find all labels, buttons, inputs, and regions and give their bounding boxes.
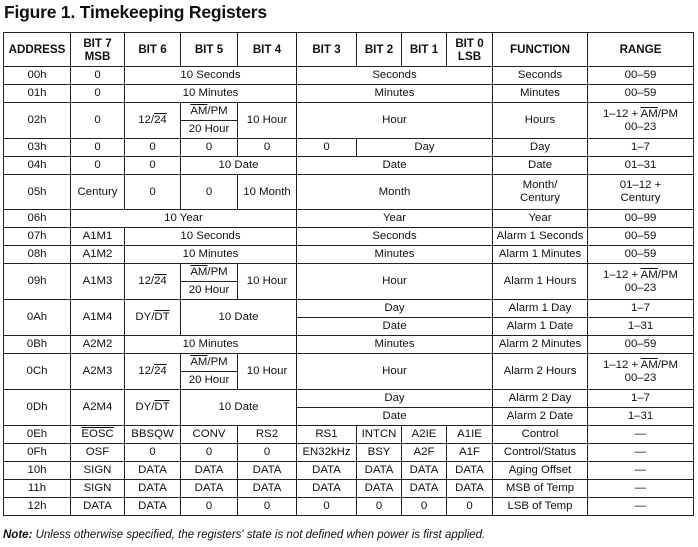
- bit7-cell: DATA: [71, 498, 125, 516]
- header-range: RANGE: [588, 33, 694, 67]
- address-cell: 11h: [4, 480, 71, 498]
- bit6-cell: DATA: [125, 480, 181, 498]
- range-cell: 1–7: [588, 139, 694, 157]
- function-cell: Alarm 1 Minutes: [493, 246, 588, 264]
- header-bit0: BIT 0 LSB: [447, 33, 493, 67]
- units-date-cell: Date: [297, 318, 493, 336]
- bit7-cell: Century: [71, 175, 125, 210]
- range-date-cell: 1–31: [588, 408, 694, 426]
- units-field-cell: Minutes: [297, 336, 493, 354]
- bit0-cell: DATA: [447, 480, 493, 498]
- range-cell: 00–59: [588, 228, 694, 246]
- address-cell: 0Fh: [4, 444, 71, 462]
- timekeeping-registers-table: [3, 32, 694, 516]
- function-day-cell: Alarm 1 Day: [493, 300, 588, 318]
- bit3-cell: EN32kHz: [297, 444, 357, 462]
- bit6-cell: BBSQW: [125, 426, 181, 444]
- bit3-cell: RS1: [297, 426, 357, 444]
- function-cell: Control: [493, 426, 588, 444]
- bit4-cell: 10 Hour: [238, 354, 297, 390]
- bit6-cell: 12/24: [125, 264, 181, 300]
- bit1-cell: 0: [402, 498, 447, 516]
- header-function: FUNCTION: [493, 33, 588, 67]
- header-bit5: BIT 5: [181, 33, 238, 67]
- bit7-cell: 0: [71, 157, 125, 175]
- bit7-cell: A1M4: [71, 300, 125, 336]
- bit6-cell: 0: [125, 444, 181, 462]
- bit6-cell: 0: [125, 175, 181, 210]
- header-row: [4, 33, 694, 67]
- bit5-cell: 0: [181, 444, 238, 462]
- address-cell: 05h: [4, 175, 71, 210]
- units-field-cell: Month: [297, 175, 493, 210]
- register-row-0Ah: [4, 300, 694, 318]
- range-cell: 01–31: [588, 157, 694, 175]
- register-row-0Fh: [4, 444, 694, 462]
- bit5-cell: 0: [181, 139, 238, 157]
- bit4-cell: 10 Hour: [238, 103, 297, 139]
- footnote: [3, 529, 485, 541]
- tens-field-cell: 10 Seconds: [125, 67, 297, 85]
- units-field-cell: Minutes: [297, 85, 493, 103]
- bit4-cell: 10 Month: [238, 175, 297, 210]
- bit7-cell: 0: [71, 103, 125, 139]
- tens-field-cell: 10 Year: [71, 210, 297, 228]
- bit3-cell: DATA: [297, 480, 357, 498]
- function-cell: Year: [493, 210, 588, 228]
- bit6-cell: 12/24: [125, 103, 181, 139]
- bit4-cell: DATA: [238, 480, 297, 498]
- range-cell: —: [588, 462, 694, 480]
- units-field-cell: Minutes: [297, 246, 493, 264]
- bit4-cell: RS2: [238, 426, 297, 444]
- function-cell: Seconds: [493, 67, 588, 85]
- address-cell: 02h: [4, 103, 71, 139]
- tens-field-cell: 10 Date: [181, 300, 297, 336]
- bit0-cell: A1F: [447, 444, 493, 462]
- register-row-02h: [4, 103, 694, 121]
- bit5-ampm-cell: $\overline{AM}/PM$: [181, 103, 238, 121]
- units-day-cell: Day: [297, 300, 493, 318]
- bit2-cell: DATA: [357, 480, 402, 498]
- address-cell: 03h: [4, 139, 71, 157]
- bit6-cell: DATA: [125, 498, 181, 516]
- header-bit2: BIT 2: [357, 33, 402, 67]
- bit5-cell: DATA: [181, 462, 238, 480]
- function-date-cell: Alarm 1 Date: [493, 318, 588, 336]
- tens-field-cell: 10 Minutes: [125, 85, 297, 103]
- bit5-20hour-cell: 20 Hour: [181, 282, 238, 300]
- bit7-cell: OSF: [71, 444, 125, 462]
- tens-field-cell: 10 Date: [181, 390, 297, 426]
- bit7-cell: A1M2: [71, 246, 125, 264]
- bit5-ampm-cell: $\overline{AM}/PM$: [181, 354, 238, 372]
- function-cell: Alarm 2 Hours: [493, 354, 588, 390]
- register-row-03h: [4, 139, 694, 157]
- header-address: ADDRESS: [4, 33, 71, 67]
- address-cell: 07h: [4, 228, 71, 246]
- bit3-cell: DATA: [297, 462, 357, 480]
- register-row-11h: [4, 480, 694, 498]
- function-date-cell: Alarm 2 Date: [493, 408, 588, 426]
- function-cell: LSB of Temp: [493, 498, 588, 516]
- register-row-0Ch: [4, 354, 694, 372]
- bit5-cell: 0: [181, 175, 238, 210]
- bit2-cell: INTCN: [357, 426, 402, 444]
- range-cell: —: [588, 498, 694, 516]
- units-field-cell: Day: [357, 139, 493, 157]
- bit7-cell: A1M3: [71, 264, 125, 300]
- range-cell: —: [588, 480, 694, 498]
- bit1-cell: A2IE: [402, 426, 447, 444]
- range-cell: 01–12 + Century: [588, 175, 694, 210]
- bit1-cell: A2F: [402, 444, 447, 462]
- function-cell: Aging Offset: [493, 462, 588, 480]
- bit1-cell: DATA: [402, 462, 447, 480]
- bit7-cell: A1M1: [71, 228, 125, 246]
- register-row-04h: [4, 157, 694, 175]
- address-cell: 10h: [4, 462, 71, 480]
- header-bit1: BIT 1: [402, 33, 447, 67]
- register-row-01h: [4, 85, 694, 103]
- register-row-08h: [4, 246, 694, 264]
- bit6-cell: 12/24: [125, 354, 181, 390]
- address-cell: 0Bh: [4, 336, 71, 354]
- bit7-cell: A2M4: [71, 390, 125, 426]
- function-cell: Day: [493, 139, 588, 157]
- bit5-20hour-cell: 20 Hour: [181, 121, 238, 139]
- address-cell: 08h: [4, 246, 71, 264]
- range-day-cell: 1–7: [588, 390, 694, 408]
- bit3-cell: 0: [297, 498, 357, 516]
- bit5-cell: DATA: [181, 480, 238, 498]
- function-cell: Date: [493, 157, 588, 175]
- bit7-cell: A2M2: [71, 336, 125, 354]
- bit5-cell: CONV: [181, 426, 238, 444]
- function-cell: Minutes: [493, 85, 588, 103]
- range-date-cell: 1–31: [588, 318, 694, 336]
- function-day-cell: Alarm 2 Day: [493, 390, 588, 408]
- bit5-ampm-cell: $\overline{AM}/PM$: [181, 264, 238, 282]
- bit3-cell: 0: [297, 139, 357, 157]
- bit0-cell: DATA: [447, 462, 493, 480]
- units-day-cell: Day: [297, 390, 493, 408]
- address-cell: 00h: [4, 67, 71, 85]
- bit4-cell: 0: [238, 139, 297, 157]
- bit6-cell: 0: [125, 157, 181, 175]
- units-field-cell: Hour: [297, 264, 493, 300]
- address-cell: 09h: [4, 264, 71, 300]
- tens-field-cell: 10 Minutes: [125, 246, 297, 264]
- figure-title: Figure 1. Timekeeping Registers: [4, 2, 267, 22]
- units-field-cell: Seconds: [297, 67, 493, 85]
- bit2-cell: BSY: [357, 444, 402, 462]
- range-cell: —: [588, 444, 694, 462]
- header-bit3: BIT 3: [297, 33, 357, 67]
- range-cell: 00–59: [588, 85, 694, 103]
- register-row-05h: [4, 175, 694, 210]
- range-day-cell: 1–7: [588, 300, 694, 318]
- register-row-0Bh: [4, 336, 694, 354]
- address-cell: 12h: [4, 498, 71, 516]
- bit0-cell: A1IE: [447, 426, 493, 444]
- bit1-cell: DATA: [402, 480, 447, 498]
- note-text: Unless otherwise specified, the registers' state is not defined when power is first applied.: [32, 529, 486, 541]
- bit6-cell: DATA: [125, 462, 181, 480]
- bit6-cell: 0: [125, 139, 181, 157]
- units-field-cell: Hour: [297, 354, 493, 390]
- register-row-10h: [4, 462, 694, 480]
- bit4-cell: DATA: [238, 462, 297, 480]
- function-cell: Hours: [493, 103, 588, 139]
- bit4-cell: 0: [238, 498, 297, 516]
- bit7-cell: EOSC: [71, 426, 125, 444]
- range-cell: 00–59: [588, 67, 694, 85]
- bit6-cell: $DY/\overline{DT}$: [125, 300, 181, 336]
- function-cell: MSB of Temp: [493, 480, 588, 498]
- bit2-cell: 0: [357, 498, 402, 516]
- function-cell: Month/ Century: [493, 175, 588, 210]
- range-cell: —: [588, 426, 694, 444]
- bit0-cell: 0: [447, 498, 493, 516]
- function-cell: Alarm 2 Minutes: [493, 336, 588, 354]
- address-cell: 0Eh: [4, 426, 71, 444]
- bit4-cell: 0: [238, 444, 297, 462]
- address-cell: 0Dh: [4, 390, 71, 426]
- register-row-09h: [4, 264, 694, 282]
- range-cell: 00–59: [588, 336, 694, 354]
- bit7-cell: SIGN: [71, 462, 125, 480]
- header-bit4: BIT 4: [238, 33, 297, 67]
- bit4-cell: 10 Hour: [238, 264, 297, 300]
- bit7-cell: 0: [71, 85, 125, 103]
- register-row-06h: [4, 210, 694, 228]
- bit7-cell: A2M3: [71, 354, 125, 390]
- register-row-00h: [4, 67, 694, 85]
- bit2-cell: DATA: [357, 462, 402, 480]
- units-field-cell: Seconds: [297, 228, 493, 246]
- function-cell: Alarm 1 Seconds: [493, 228, 588, 246]
- range-cell: $1-12 + \overline{AM}/PM$ 00–23: [588, 103, 694, 139]
- note-label: Note:: [3, 529, 33, 541]
- header-bit6: BIT 6: [125, 33, 181, 67]
- bit7-cell: 0: [71, 139, 125, 157]
- range-cell: $1-12 + \overline{AM}/PM$ 00–23: [588, 354, 694, 390]
- bit5-cell: 0: [181, 498, 238, 516]
- tens-field-cell: 10 Minutes: [125, 336, 297, 354]
- range-cell: 00–59: [588, 246, 694, 264]
- tens-field-cell: 10 Seconds: [125, 228, 297, 246]
- header-bit7: BIT 7 MSB: [71, 33, 125, 67]
- register-row-0Dh: [4, 390, 694, 408]
- range-cell: $1-12 + \overline{AM}/PM$ 00–23: [588, 264, 694, 300]
- register-row-12h: [4, 498, 694, 516]
- units-field-cell: Year: [297, 210, 493, 228]
- bit5-20hour-cell: 20 Hour: [181, 372, 238, 390]
- bit6-cell: $DY/\overline{DT}$: [125, 390, 181, 426]
- tens-field-cell: 10 Date: [181, 157, 297, 175]
- function-cell: Alarm 1 Hours: [493, 264, 588, 300]
- units-date-cell: Date: [297, 408, 493, 426]
- address-cell: 04h: [4, 157, 71, 175]
- address-cell: 0Ah: [4, 300, 71, 336]
- register-row-0Eh: [4, 426, 694, 444]
- address-cell: 01h: [4, 85, 71, 103]
- units-field-cell: Hour: [297, 103, 493, 139]
- register-row-07h: [4, 228, 694, 246]
- bit7-cell: SIGN: [71, 480, 125, 498]
- bit7-cell: 0: [71, 67, 125, 85]
- address-cell: 06h: [4, 210, 71, 228]
- function-cell: Control/Status: [493, 444, 588, 462]
- address-cell: 0Ch: [4, 354, 71, 390]
- range-cell: 00–99: [588, 210, 694, 228]
- units-field-cell: Date: [297, 157, 493, 175]
